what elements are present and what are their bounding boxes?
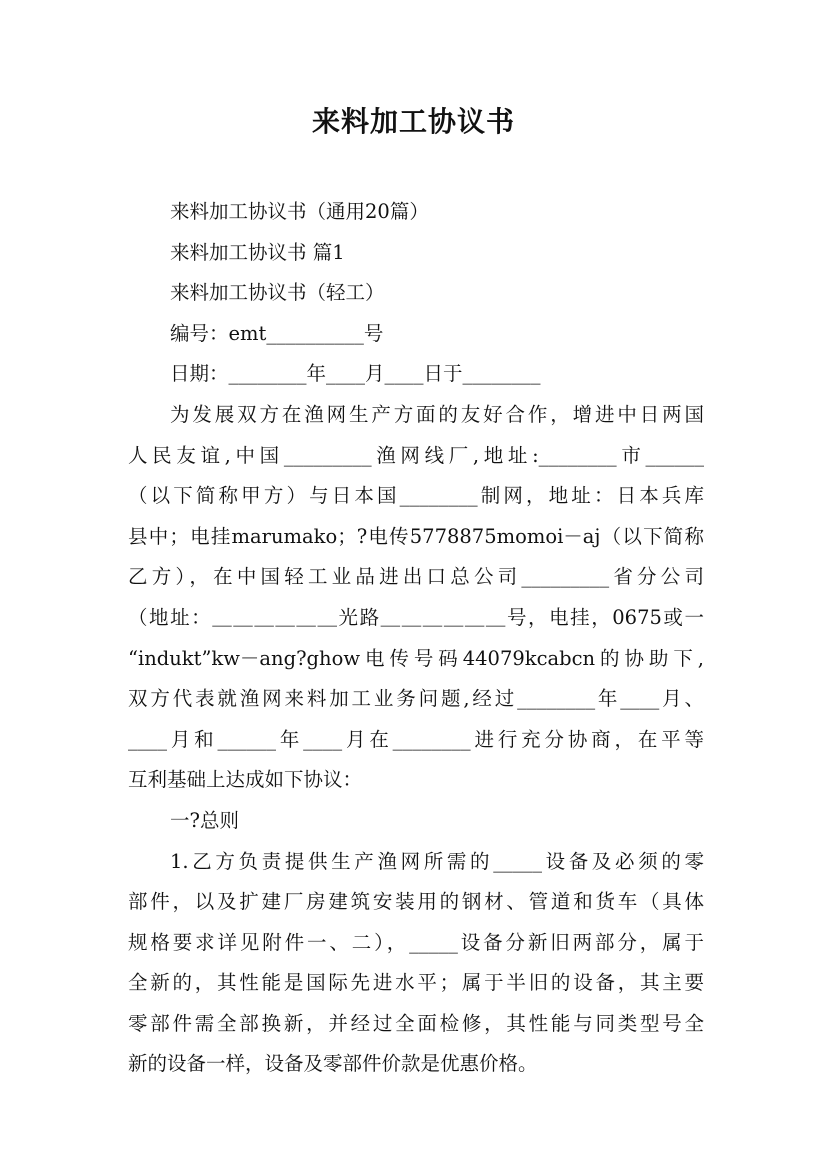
paragraph-line: 规格要求详见附件一、二），_____设备分新旧两部分，属于 [128,930,704,954]
document-line-number: 编号：emt__________号 [170,321,384,345]
paragraph-line: 双方代表就渔网来料加工业务问题,经过________年____月、 [128,687,704,711]
document-line-subtitle: 来料加工协议书（通用20篇） [170,200,429,223]
paragraph-line: 县中；电挂marumako；?电传5778875momoi－aj（以下简称 [128,524,704,548]
document-title: 来料加工协议书 [311,105,515,138]
document-line-section: 来料加工协议书 篇1 [170,240,345,264]
paragraph-line: 1.乙方负责提供生产渔网所需的_____设备及必须的零 [170,849,704,873]
section-heading: 一?总则 [170,808,239,832]
paragraph-line: 人民友谊,中国_________渔网线厂,地址:________市______ [128,443,704,467]
paragraph-line: 全新的，其性能是国际先进水平；属于半旧的设备，其主要 [128,971,704,995]
paragraph-line: （地址：＿＿＿＿＿＿光路＿＿＿＿＿＿号，电挂，0675或一 [128,605,704,629]
document-body [128,192,704,1085]
document-line-agreement-name: 来料加工协议书（轻工） [170,281,385,305]
paragraph-line: 新的设备一样，设备及零部件价款是优惠价格。 [128,1052,538,1076]
document-line-date: 日期：________年____月____日于________ [170,362,541,386]
paragraph-line: 乙方），在中国轻工业品进出口总公司_________省分公司 [128,565,704,589]
paragraph-line: （以下简称甲方）与日本国________制网，地址：日本兵库 [128,484,704,508]
paragraph-line: “indukt”kw－ang?ghow电传号码44079kcabcn的协助下, [128,646,704,670]
paragraph-line: 互利基础上达成如下协议： [128,768,363,792]
paragraph-line: ____月和______年____月在________进行充分协商，在平等 [128,727,704,751]
paragraph-line: 部件，以及扩建厂房建筑安装用的钢材、管道和货车（具体 [128,890,704,914]
paragraph-line: 为发展双方在渔网生产方面的友好合作，增进中日两国 [170,402,704,426]
paragraph-line: 零部件需全部换新，并经过全面检修，其性能与同类型号全 [128,1011,704,1035]
